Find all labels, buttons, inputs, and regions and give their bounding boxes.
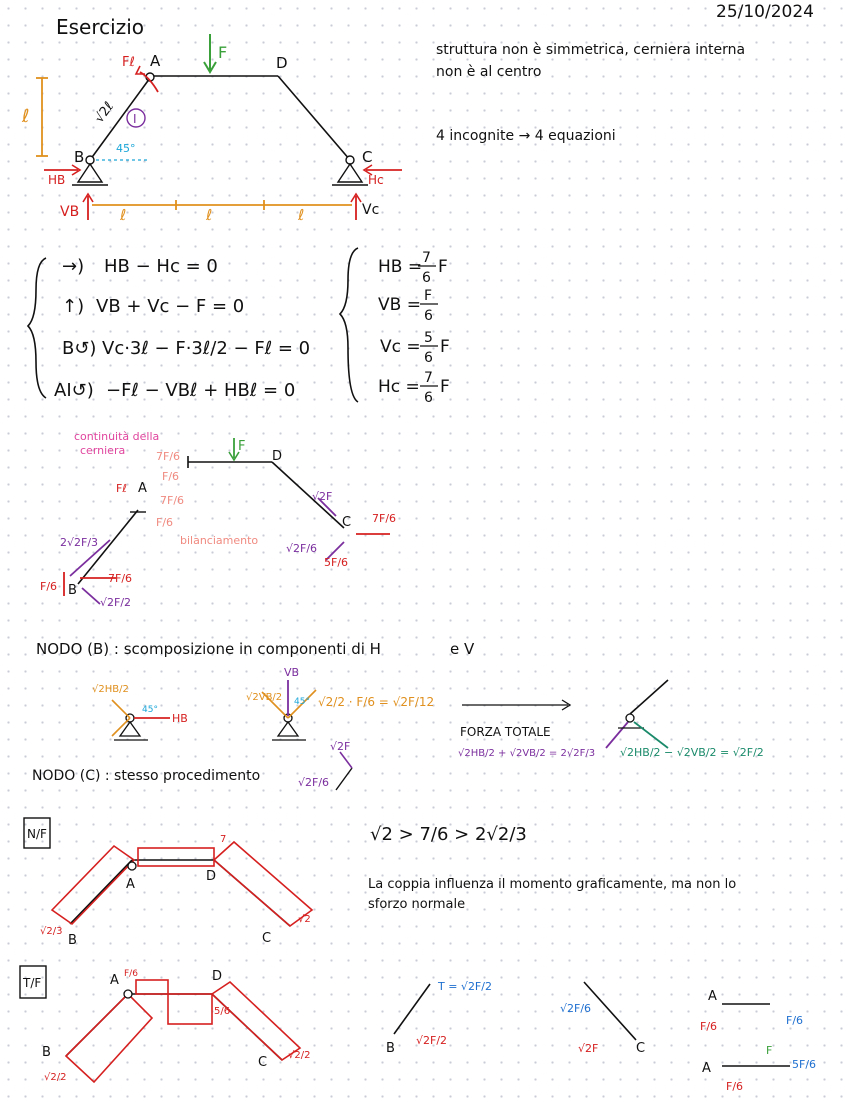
fbd-sqrt2F6-C: √2F/6 <box>286 542 318 555</box>
label-B: B <box>74 148 85 166</box>
N-label-A: A <box>126 877 135 892</box>
page-title: Esercizio <box>56 15 144 39</box>
N-label: N/F <box>27 827 47 841</box>
eq-3: Vc·3ℓ − F·3ℓ/2 − Fℓ = 0 <box>102 338 311 359</box>
length-l-vertical: ℓ <box>22 106 30 127</box>
node-b-angle: 45° <box>142 705 158 715</box>
detail-F6-left: F/6 <box>700 1020 718 1033</box>
fbd-7F6-a: 7F/6 <box>156 450 181 463</box>
fbd-sqrt2F2-B: √2F/2 <box>100 596 132 609</box>
support-C <box>338 164 362 182</box>
fbd-F6-B: F/6 <box>40 580 58 593</box>
N-label-B: B <box>68 933 77 948</box>
structure-diagram <box>21 34 402 224</box>
detail-blue-force: √2F/6 <box>560 1002 592 1015</box>
note-node-b: NODO (B) : scomposizione in componenti di H <box>36 640 381 658</box>
eq-1-key: →) <box>62 256 85 277</box>
note-node-c: NODO (C) : stesso procedimento <box>32 768 261 784</box>
detail-F: F <box>766 1044 773 1057</box>
T-value-left: √2/2 <box>44 1072 67 1083</box>
note-coppia-1: La coppia influenza il momento graficamente, ma non lo <box>368 877 737 892</box>
fbd-Fl: Fℓ <box>116 482 127 495</box>
detail-5F6: 5F/6 <box>792 1058 817 1071</box>
free-body-diagram <box>40 430 396 609</box>
fbd-F6-a: F/6 <box>162 470 180 483</box>
HB-label: HB <box>48 173 66 187</box>
T-value-top: F/6 <box>124 969 138 979</box>
res-VC-den: 6 <box>424 350 433 366</box>
node-b-hb-comp: √2HB/2 <box>92 684 129 695</box>
right-brace <box>340 248 358 402</box>
detail-F6-bottom: F/6 <box>726 1080 744 1093</box>
T-label-B: B <box>42 1045 51 1060</box>
res-HC-name: Hc = <box>378 377 420 397</box>
fbd-2sqrt2F3: 2√2F/3 <box>60 536 99 549</box>
shear-diagram <box>20 966 310 1083</box>
node-c-force: √2F/6 <box>298 776 330 789</box>
detail-red-force: √2F <box>578 1042 599 1055</box>
res-HB-suffix: F <box>438 257 448 277</box>
note-symmetry-2: non è al centro <box>436 64 542 80</box>
fbd-7F6-C: 7F/6 <box>372 512 397 525</box>
T-value-right: √2/2 <box>288 1050 311 1061</box>
detail-C: C <box>636 1041 646 1056</box>
T-label-D: D <box>212 969 223 984</box>
N-value-left: √2/3 <box>40 926 63 937</box>
N-value-right: √2 <box>298 914 311 925</box>
note-coppia-2: sforzo normale <box>368 897 466 912</box>
fbd-label-A: A <box>138 481 147 496</box>
detail-F6-right: F/6 <box>786 1014 804 1027</box>
res-VC-num: 5 <box>424 330 433 346</box>
node-b-decomposition <box>92 666 764 759</box>
label-D: D <box>276 54 288 72</box>
note-continuita-2: cerniera <box>80 444 126 457</box>
note-unknowns: 4 incognite → 4 equazioni <box>436 128 616 144</box>
node-b-sum: √2HB/2 + √2VB/2 = 2√2F/3 <box>458 748 596 759</box>
fbd-label-C: C <box>342 515 352 530</box>
label-A: A <box>150 52 161 70</box>
node-b-angle-2: 45° <box>294 697 310 707</box>
beam-DC <box>278 76 350 160</box>
detail-A-2: A <box>702 1061 711 1076</box>
note-continuita-1: continuità della <box>74 430 160 443</box>
detail-A-1: A <box>708 989 717 1004</box>
eq-4-key: AI↺) <box>54 380 94 401</box>
fbd-7F6-B: 7F/6 <box>108 572 133 585</box>
fbd-7F6-b: 7F/6 <box>160 494 185 507</box>
moment-Fl-label: Fℓ <box>122 55 135 70</box>
normal-diagram <box>24 818 312 948</box>
T-label: T/F <box>23 976 42 990</box>
res-VB-num: F <box>424 288 433 304</box>
fbd-label-D: D <box>272 449 283 464</box>
VC-label: Vc <box>362 202 380 218</box>
eq-3-key: B↺) <box>62 338 97 359</box>
forza-totale: FORZA TOTALE <box>460 725 551 739</box>
N-label-D: D <box>206 869 217 884</box>
T-label-A: A <box>110 973 119 988</box>
detail-B: B <box>386 1041 395 1056</box>
node-b-HB: HB <box>172 712 188 725</box>
length-l-2: ℓ <box>206 206 213 224</box>
left-brace <box>28 258 46 398</box>
length-l-3: ℓ <box>298 206 305 224</box>
N-value-top: 7 <box>220 834 227 845</box>
fbd-F: F <box>238 439 246 454</box>
HC-label: Hc <box>368 173 384 187</box>
note-symmetry-1: struttura non è simmetrica, cerniera interna <box>436 42 746 58</box>
node-b-vb-comp: √2VB/2 <box>246 692 283 703</box>
fbd-F6-b: F/6 <box>156 516 174 529</box>
T-note: T = √2F/2 <box>438 980 492 993</box>
shear-details <box>386 980 816 1093</box>
eq-1: HB − Hc = 0 <box>104 256 218 277</box>
res-HC-suffix: F <box>440 377 450 397</box>
page-date: 25/10/2024 <box>716 2 814 22</box>
res-VB-den: 6 <box>424 308 433 324</box>
note-bilanciamento: bilanciamento <box>180 534 259 547</box>
res-HB-num: 7 <box>422 250 431 266</box>
T-label-C: C <box>258 1055 268 1070</box>
node-b-diff: √2HB/2 − √2VB/2 = √2F/2 <box>620 746 764 759</box>
eq-4: −Fℓ − VBℓ + HBℓ = 0 <box>106 380 296 401</box>
fbd-label-B: B <box>68 583 77 598</box>
equation-system <box>54 256 310 401</box>
length-l-1: ℓ <box>120 206 127 224</box>
note-node-b-vb: e V <box>450 640 475 658</box>
N-label-C: C <box>262 931 272 946</box>
fbd-5F6-C: 5F/6 <box>324 556 349 569</box>
res-VC-name: Vc = <box>380 337 421 357</box>
part-I: I <box>133 112 137 126</box>
diag-length: √2ℓ <box>92 99 118 126</box>
angle-45: 45° <box>116 142 136 155</box>
VB-label: VB <box>60 204 80 220</box>
res-VB-name: VB = <box>378 295 421 315</box>
inequality: √2 > 7/6 > 2√2/3 <box>370 824 527 845</box>
res-HC-num: 7 <box>424 370 433 386</box>
res-HB-name: HB = <box>378 257 423 277</box>
support-B <box>78 164 102 182</box>
eq-2-key: ↑) <box>62 296 85 317</box>
node-b-eq-vb: √2/2 · F/6 = √2F/12 <box>318 695 435 709</box>
eq-2: VB + Vc − F = 0 <box>96 296 245 317</box>
force-F-label: F <box>218 43 228 62</box>
label-C: C <box>362 148 373 166</box>
res-HB-den: 6 <box>422 270 431 286</box>
T-value-mid: 5/6 <box>214 1006 231 1017</box>
res-HC-den: 6 <box>424 390 433 406</box>
results <box>378 250 450 406</box>
res-VC-suffix: F <box>440 337 450 357</box>
fbd-sqrt2F-C: √2F <box>312 490 333 503</box>
node-c-sqrt2F: √2F <box>330 740 351 753</box>
detail-B-force: √2F/2 <box>416 1034 448 1047</box>
node-b-VB: VB <box>284 666 300 679</box>
